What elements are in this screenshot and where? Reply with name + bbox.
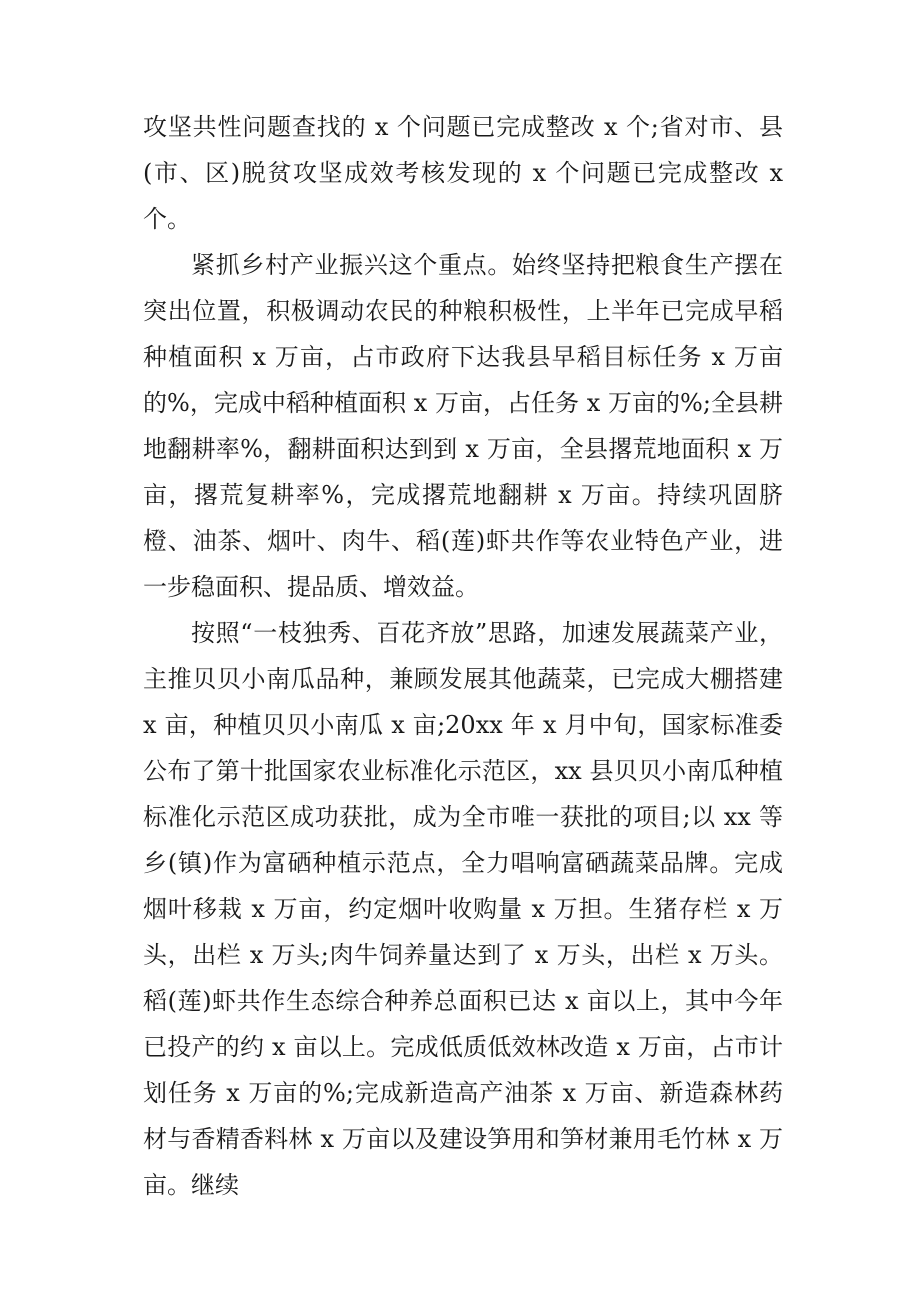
paragraph-2: 紧抓乡村产业振兴这个重点。始终坚持把粮食生产摆在突出位置，积极调动农民的种粮积极性，上半年已完成早稻种植面积 x 万亩，占市政府下达我县早稻目标任务 x 万亩的%，完成中稻种植面积 x 万亩，占任务 x 万亩的%;全县耕地翻耕率%，翻耕面积达到到 x 万亩，全县撂荒地面积 x 万亩，撂荒复耕率%，完成撂荒地翻耕 x 万亩。持续巩固脐橙、油茶、烟叶、肉牛、稻(莲)虾共作等农业特色产业，进一步稳面积、提品质、增效益。 [143, 251, 783, 601]
paragraph-1: 攻坚共性问题查找的 x 个问题已完成整改 x 个;省对市、县(市、区)脱贫攻坚成效考核发现的 x 个问题已完成整改 x 个。 [143, 113, 783, 233]
document-body [143, 104, 783, 1208]
paragraph-3: 按照“一枝独秀、百花齐放”思路，加速发展蔬菜产业，主推贝贝小南瓜品种，兼顾发展其他蔬菜，已完成大棚搭建 x 亩，种植贝贝小南瓜 x 亩;20xx 年 x 月中旬，国家标准委公布了第十批国家农业标准化示范区，xx 县贝贝小南瓜种植标准化示范区成功获批，成为全市唯一获批的项目;以 xx 等乡(镇)作为富硒种植示范点，全力唱响富硒蔬菜品牌。完成烟叶移栽 x 万亩，约定烟叶收购量 x 万担。生猪存栏 x 万头，出栏 x 万头;肉牛饲养量达到了 x 万头，出栏 x 万头。稻(莲)虾共作生态综合种养总面积已达 x 亩以上，其中今年已投产的约 x 亩以上。完成低质低效林改造 x 万亩，占市计划任务 x 万亩的%;完成新造高产油茶 x 万亩、新造森林药材与香精香料林 x 万亩以及建设笋用和笋材兼用毛竹林 x 万亩。继续 [143, 619, 783, 1199]
